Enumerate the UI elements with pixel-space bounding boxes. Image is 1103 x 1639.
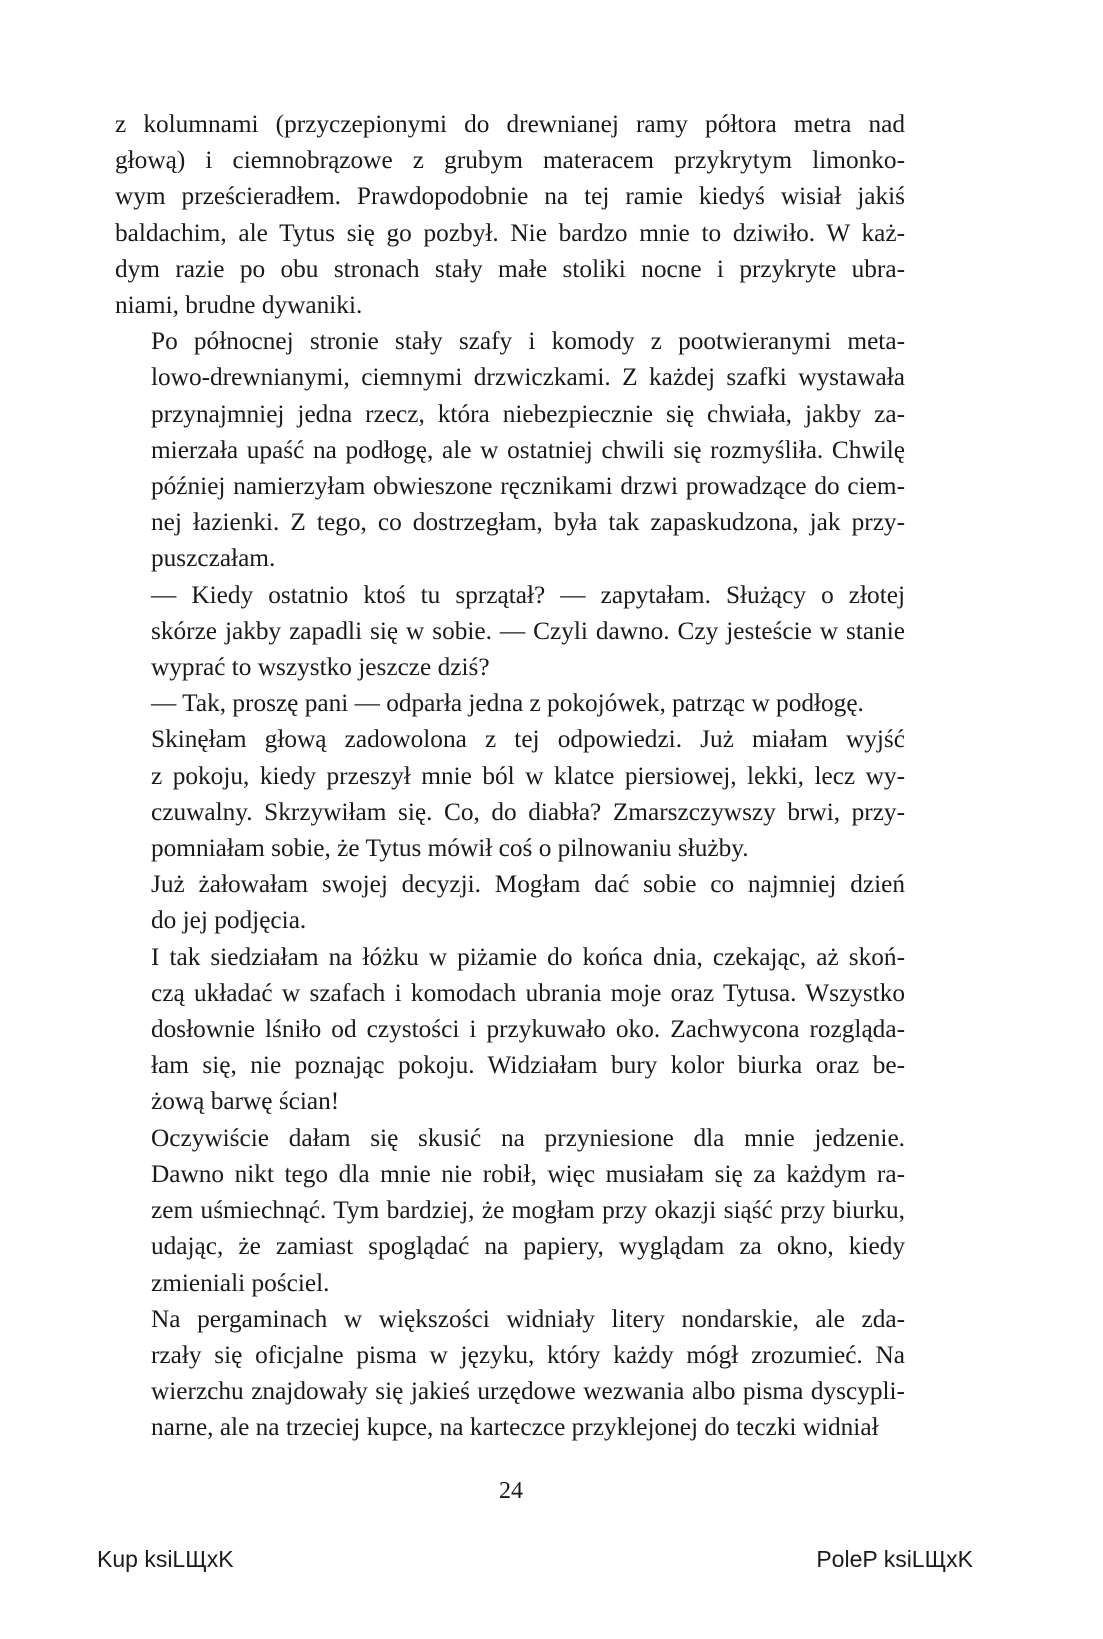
text-line: żową barwę ścian! [151,1087,340,1116]
text-line: Skinęłam głową zadowolona z tej odpowiedzi. Już miałam wyjść [151,725,905,754]
text-line: przynajmniej jedna rzecz, która niebezpiecznie się chwiała, jakby za- [151,399,905,428]
text-line: udając, że zamiast spoglądać na papiery, wyglądam za okno, kiedy [151,1232,905,1261]
text-line: pomniałam sobie, że Tytus mówił coś o pilnowaniu służby. [151,834,749,863]
paragraph [115,1120,905,1301]
text-line: skórze jakby zapadli się w sobie. — Czyli dawno. Czy jesteście w stanie [151,616,905,645]
paragraph [115,939,905,1120]
footer-buy-book-link[interactable]: Kup ksiLЩxK [97,1546,234,1572]
text-line: zmieniali pościel. [151,1268,330,1297]
text-line: łam się, nie poznając pokoju. Widziałam bury kolor biurka oraz be- [151,1051,905,1080]
text-line: czą układać w szafach i komodach ubrania moje oraz Tytusa. Wszystko [151,978,905,1007]
paragraph [115,1301,905,1446]
text-line: później namierzyłam obwieszone ręcznikami drzwi prowadzące do ciem- [151,472,905,501]
body-text [115,106,905,1446]
text-line: Już żałowałam swojej decyzji. Mogłam dać sobie co najmniej dzień [151,870,905,899]
text-line: wyprać to wszystko jeszcze dziś? [151,653,490,682]
text-line: wym prześcieradłem. Prawdopodobnie na tej ramie kiedyś wisiał jakiś [115,182,905,211]
text-line: — Kiedy ostatnio ktoś tu sprzątał? — zapytałam. Służący o złotej [151,580,905,609]
footer-recommend-book-link[interactable]: PoleP ksiLЩxK [816,1546,973,1572]
text-line: nej łazienki. Z tego, co dostrzegłam, była tak zapaskudzona, jak przy- [151,508,905,537]
paragraph [115,866,905,938]
text-line: wierzchu znajdowały się jakieś urzędowe wezwania albo pisma dyscypli- [151,1377,905,1406]
text-line: I tak siedziałam na łóżku w piżamie do końca dnia, czekając, aż skoń- [151,942,905,971]
text-line: z pokoju, kiedy przeszył mnie ból w klatce piersiowej, lekki, lecz wy- [151,761,905,790]
text-line: zem uśmiechnąć. Tym bardziej, że mogłam przy okazji siąść przy biurku, [151,1196,905,1225]
text-line: puszczałam. [151,544,276,573]
text-line: lowo-drewnianymi, ciemnymi drzwiczkami. Z każdej szafki wystawała [151,363,905,392]
text-line: Dawno nikt tego dla mnie nie robił, więc musiałam się za każdym ra- [151,1159,905,1188]
paragraph [115,721,905,866]
text-line: niami, brudne dywaniki. [115,291,363,320]
paragraph [115,685,905,721]
text-line: z kolumnami (przyczepionymi do drewnianej ramy półtora metra nad [115,110,905,138]
paragraph [115,106,905,323]
text-line: narne, ale na trzeciej kupce, na karteczce przyklejonej do teczki widniał [151,1413,879,1442]
text-line: Po północnej stronie stały szafy i komody z pootwieranymi meta- [151,327,905,356]
text-line: mierzała upaść na podłogę, ale w ostatniej chwili się rozmyśliła. Chwilę [151,435,905,464]
text-line: — Tak, proszę pani — odparła jedna z pokojówek, patrząc w podłogę. [151,689,864,718]
text-line: Oczywiście dałam się skusić na przyniesione dla mnie jedzenie. [151,1123,905,1152]
paragraph [115,323,905,576]
page-number: 24 [499,1478,523,1504]
paragraph [115,577,905,686]
text-line: czuwalny. Skrzywiłam się. Co, do diabła? Zmarszczywszy brwi, przy- [151,797,905,826]
text-line: dym razie po obu stronach stały małe stoliki nocne i przykryte ubra- [115,254,905,283]
text-line: do jej podjęcia. [151,906,307,935]
text-line: dosłownie lśniło od czystości i przykuwało oko. Zachwycona rozglądа- [151,1015,905,1044]
text-line: Na pergaminach w większości widniały litery nondarskie, ale zda- [151,1304,905,1333]
text-line: rzały się oficjalne pisma w języku, który każdy mógł zrozumieć. Na [151,1340,905,1369]
text-line: baldachim, ale Tytus się go pozbył. Nie bardzo mnie to dziwiło. W każ- [115,218,905,247]
text-line: głową) i ciemnobrązowe z grubym materacem przykrytym limonko- [115,146,905,175]
